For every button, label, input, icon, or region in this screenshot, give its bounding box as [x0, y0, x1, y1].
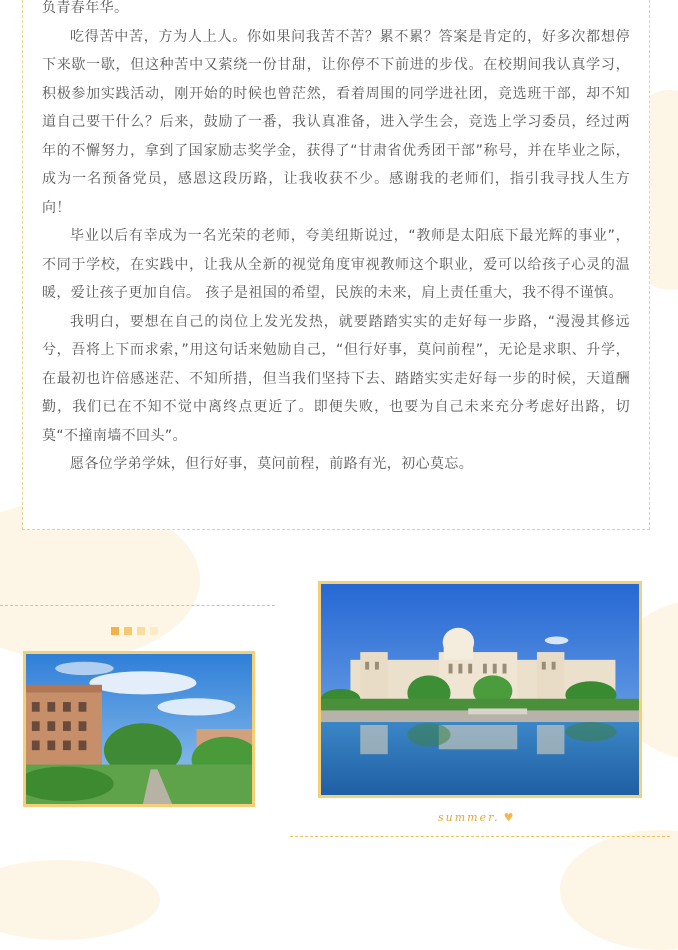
paragraph: 我明白，要想在自己的岗位上发光发热，就要踏踏实实的走好每一步路，“漫漫其修远兮，吾将上下而求索，”用这句话来勉励自己，“但行好事，莫问前程”，无论是求职、升学，在最初也许倍感迷茫、不知所措，但当我们坚持下去、踏踏实实走好每一步的时候，天道酬勤，我们已在不知不觉中离终点更近了。即便失败，也要为自己未来充分考虑好出路，切莫“不撞南墙不回头”。 [42, 313, 630, 444]
paragraph: 愿各位学弟学妹，但行好事，莫问前程，前路有光，初心莫忘。 [70, 456, 474, 472]
right-dashed-divider [290, 836, 670, 837]
dot [137, 627, 145, 635]
dot [150, 627, 158, 635]
campus-buildings-photo [23, 651, 255, 807]
domed-building-lake-photo [318, 581, 642, 798]
background-blob [560, 830, 678, 950]
paragraph: 吃得苦中苦，方为人上人。你如果问我苦不苦？累不累？答案是肯定的，好多次都想停下来歇一歇，但这种苦中又萦绕一份甘甜，让你停不下前进的步伐。在校期间我认真学习，积极参加实践活动，刚开始的时候也曾茫然，看着周围的同学进社团，竞选班干部，却不知道自己要干什么？后来，鼓励了一番，我认真准备，进入学生会，竞选上学习委员，经过两年的不懈努力，拿到了国家励志奖学金，获得了“甘肃省优秀团干部”称号，并在毕业之际，成为一名预备党员，感恩这段历路，让我收获不少。感谢我的老师们，指引我寻找人生方向！ [42, 28, 630, 216]
article-body [42, 0, 630, 479]
caption-text: summer. [438, 811, 500, 824]
background-blob [0, 860, 160, 940]
left-dashed-divider [0, 605, 275, 606]
decorative-dots [111, 627, 158, 635]
paragraph: 毕业以后有幸成为一名光荣的老师，夸美纽斯说过，“教师是太阳底下最光辉的事业”，不同于学校，在实践中，让我从全新的视觉角度审视教师这个职业，爱可以给孩子心灵的温暖，爱让孩子更加自信。 孩子是祖国的希望，民族的未来，肩上责任重大，我不得不谨慎。 [42, 228, 630, 301]
summer-caption [438, 811, 516, 824]
paragraph: 负青春年华。 [42, 0, 129, 16]
dot [124, 627, 132, 635]
heart-icon: ♥ [503, 811, 516, 824]
dot [111, 627, 119, 635]
